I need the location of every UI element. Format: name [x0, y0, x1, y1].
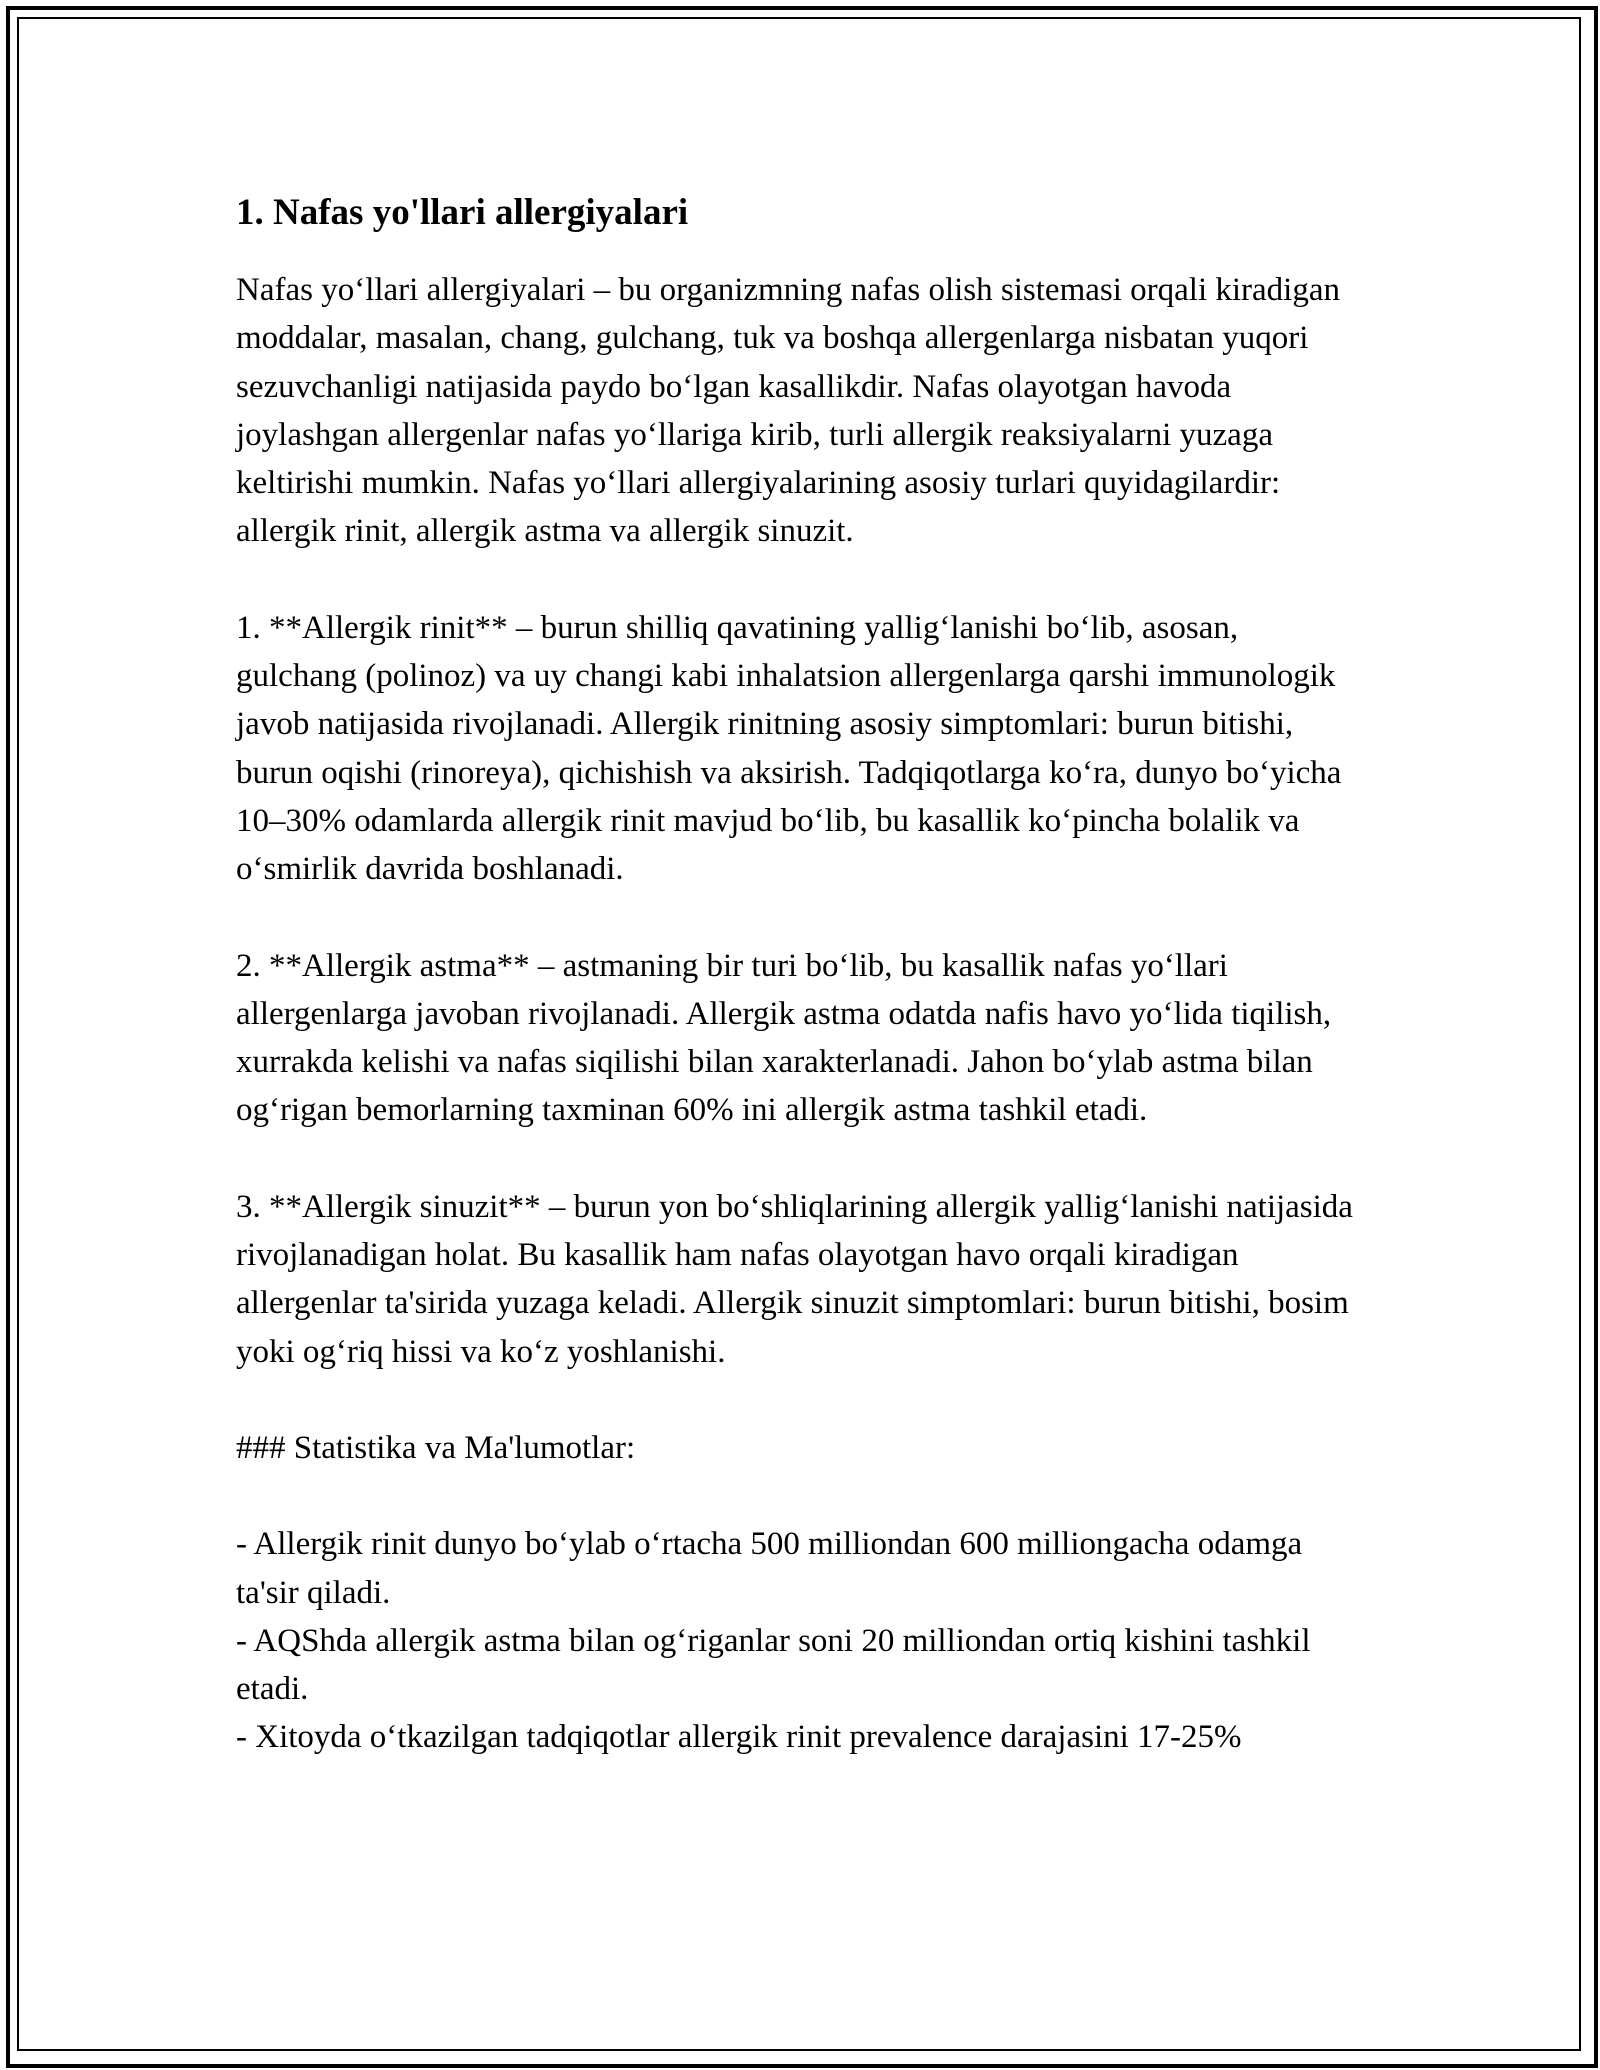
list-item-allergic-sinusitis: 3. **Allergik sinuzit** – burun yon bo‘shliqlarining allergik yallig‘lanishi natijasida rivojlanadigan holat. Bu kasallik ham nafas olayotgan havo orqali kiradigan allergenlar ta'sirida yuzaga keladi. Allergik sinuzit simptomlari: burun bitishi, bosim yoki og‘riq hissi va ko‘z yoshlanishi. [236, 1188, 1353, 1370]
section-heading: 1. Nafas yo'llari allergiyalari [236, 192, 689, 233]
stat-item-asthma-usa: - AQShda allergik astma bilan og‘riganlar soni 20 milliondan ortiq kishini tashkil etadi. [236, 1622, 1311, 1708]
document-body [236, 188, 1366, 1762]
intro-paragraph: Nafas yo‘llari allergiyalari – bu organizmning nafas olish sistemasi orqali kiradigan moddalar, masalan, chang, gulchang, tuk va boshqa allergenlarga nisbatan yuqori sezuvchanligi natijasida paydo bo‘lgan kasallikdir. Nafas olayotgan havoda joylashgan allergenlar nafas yo‘llariga kirib, turli allergik reaksiyalarni yuzaga keltirishi mumkin. Nafas yo‘llari allergiyalarining asosiy turlari quyidagilardir: allergik rinit, allergik astma va allergik sinuzit. [236, 272, 1340, 550]
list-item-allergic-asthma: 2. **Allergik astma** – astmaning bir turi bo‘lib, bu kasallik nafas yo‘llari allergenlarga javoban rivojlanadi. Allergik astma odatda nafis havo yo‘lida tiqilish, xurrakda kelishi va nafas siqilishi bilan xarakterlanadi. Jahon bo‘ylab astma bilan og‘rigan bemorlarning taxminan 60% ini allergik astma tashkil etadi. [236, 947, 1332, 1129]
list-item-allergic-rhinitis: 1. **Allergik rinit** – burun shilliq qavatining yallig‘lanishi bo‘lib, asosan, gulchang (polinoz) va uy changi kabi inhalatsion allergenlarga qarshi immunologik javob natijasida rivojlanadi. Allergik rinitning asosiy simptomlari: burun bitishi, burun oqishi (rinoreya), qichishish va aksirish. Tadqiqotlarga ko‘ra, dunyo bo‘yicha 10–30% odamlarda allergik rinit mavjud bo‘lib, bu kasallik ko‘pincha bolalik va o‘smirlik davrida boshlanadi. [236, 609, 1342, 888]
stat-item-rhinitis-worldwide: - Allergik rinit dunyo bo‘ylab o‘rtacha 500 milliondan 600 milliongacha odamga ta'sir qiladi. [236, 1526, 1303, 1611]
stat-item-rhinitis-china: - Xitoyda o‘tkazilgan tadqiqotlar allergik rinit prevalence darajasini 17-25% [236, 1719, 1242, 1756]
statistics-heading: ### Statistika va Ma'lumotlar: [236, 1429, 636, 1466]
